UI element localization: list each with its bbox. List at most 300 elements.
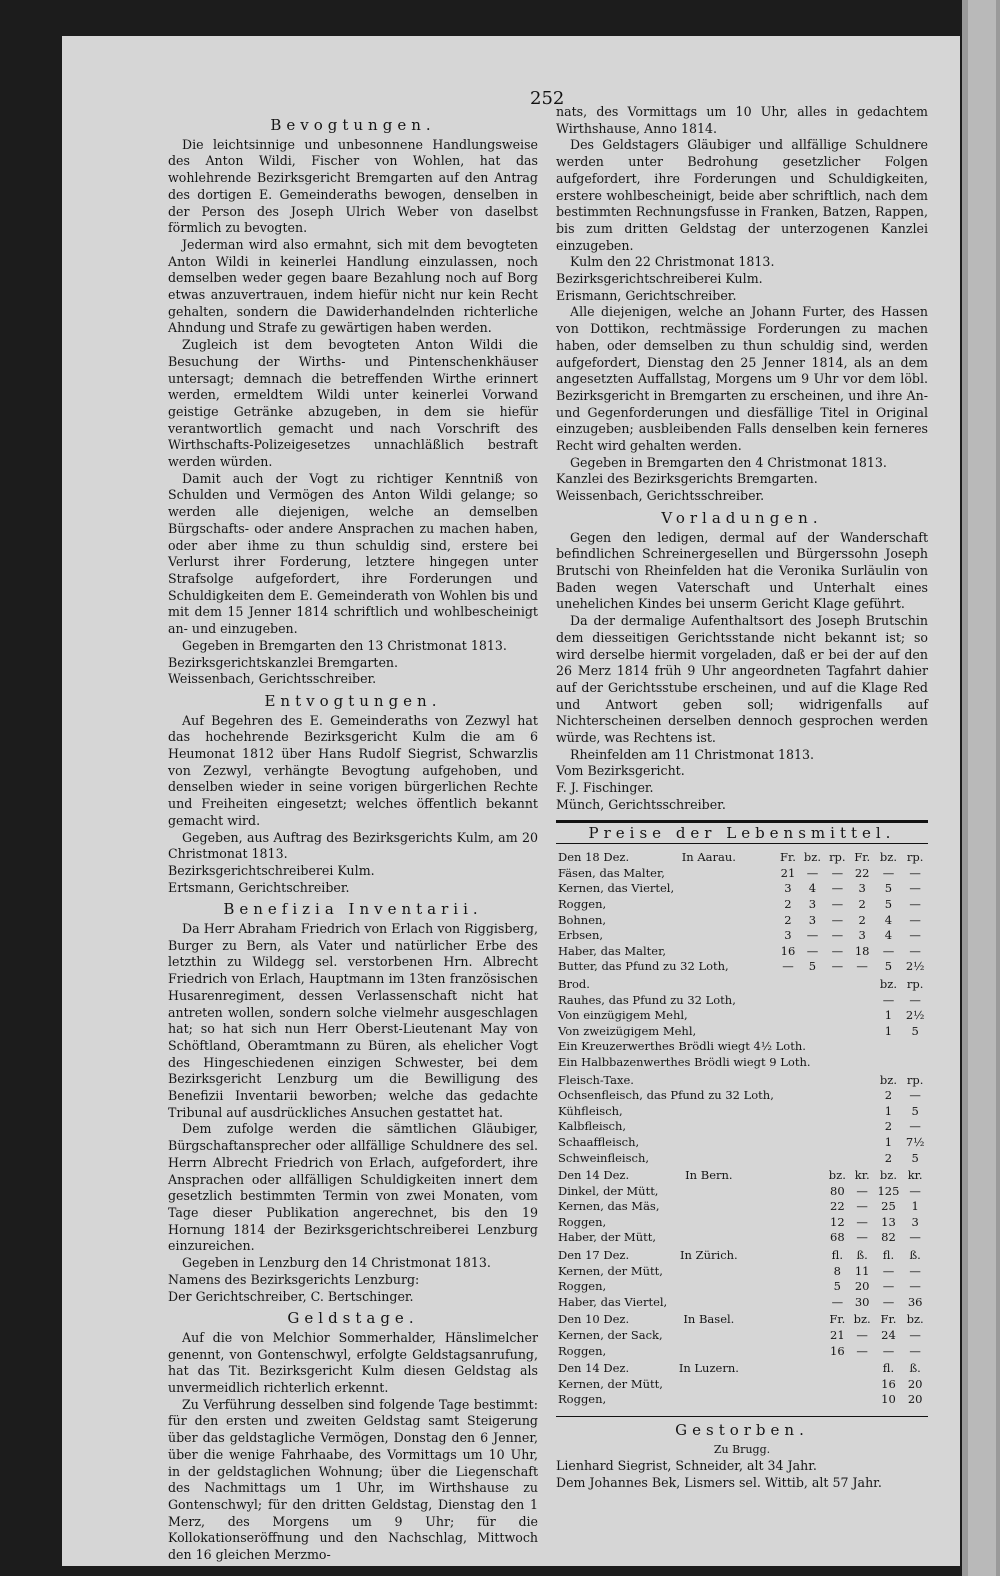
price-value: 22 xyxy=(830,1199,845,1214)
price-section-header xyxy=(556,1359,928,1377)
price-value: 2 xyxy=(784,897,792,912)
price-place: In Zürich. xyxy=(680,1248,738,1263)
price-blank-cell xyxy=(776,1135,800,1151)
price-blank-cell xyxy=(776,1246,800,1264)
price-blank-cell xyxy=(800,1230,825,1246)
price-row xyxy=(556,959,928,975)
price-blank-cell xyxy=(800,1199,825,1215)
price-section-header xyxy=(556,1166,928,1184)
price-unit-header: bz. xyxy=(906,1312,924,1327)
price-blank-cell xyxy=(776,975,800,993)
signature: Münch, Gerichtsschreiber. xyxy=(556,796,726,812)
price-section-header xyxy=(556,1246,928,1264)
price-value: — xyxy=(831,881,844,896)
price-section-header xyxy=(556,1071,928,1089)
price-item: Schweinfleisch, xyxy=(558,1150,650,1165)
price-row xyxy=(556,1344,928,1360)
signature: Kanzlei des Bezirksgerichts Bremgarten. xyxy=(556,471,818,487)
price-date: Den 10 Dez. xyxy=(558,1312,630,1327)
price-blank-cell xyxy=(776,1344,800,1360)
price-unit-header: rp. xyxy=(906,976,924,991)
price-blank-cell xyxy=(800,1215,825,1231)
price-value: — xyxy=(909,881,921,896)
price-item: Rauhes, das Pfund zu 32 Loth, xyxy=(558,992,736,1007)
price-value: 5 xyxy=(884,881,893,896)
price-row xyxy=(556,1088,928,1104)
price-item: Haber, das Viertel, xyxy=(558,1294,668,1309)
price-row xyxy=(556,881,928,897)
price-blank-cell xyxy=(776,1295,800,1311)
price-value: 2 xyxy=(884,1150,893,1165)
thick-rule xyxy=(556,820,928,823)
price-unit-header: bz. xyxy=(879,1072,897,1087)
price-value: — xyxy=(909,1088,921,1103)
price-item: Von einzügigem Mehl, xyxy=(558,1008,688,1023)
section-title-vorladungen: Vorladungen. xyxy=(661,508,823,527)
price-item: Dinkel, der Mütt, xyxy=(558,1183,659,1198)
price-blank-cell xyxy=(776,1166,800,1184)
price-place: In Luzern. xyxy=(678,1361,739,1376)
price-blank-cell xyxy=(825,1377,850,1393)
price-value: — xyxy=(856,1183,868,1198)
price-value: 1 xyxy=(884,1023,893,1038)
price-note-row xyxy=(556,1055,928,1071)
price-value: — xyxy=(909,992,921,1007)
price-item: Bohnen, xyxy=(558,912,607,927)
death-notice: Dem Johannes Bek, Lismers sel. Wittib, alt 57 Jahr. xyxy=(556,1475,882,1491)
price-blank-cell xyxy=(776,1199,800,1215)
price-value: — xyxy=(909,1263,921,1278)
signature: Bezirksgerichtschreiberei Kulm. xyxy=(556,271,763,287)
price-value: 16 xyxy=(830,1343,845,1358)
price-value: 3 xyxy=(784,928,792,943)
dateline: Gegeben in Bremgarten den 13 Christmonat 1813. xyxy=(182,637,507,653)
price-value: 5 xyxy=(884,897,893,912)
price-row xyxy=(556,1135,928,1151)
price-blank-cell xyxy=(776,993,800,1009)
paragraph: nats, des Vormittags um 10 Uhr, alles in gedachtem Wirthshause, Anno 1814. xyxy=(556,104,928,136)
price-item: Roggen, xyxy=(558,1343,607,1358)
price-blank-cell xyxy=(800,1135,825,1151)
price-value: — xyxy=(909,897,921,912)
price-blank-cell xyxy=(776,1071,800,1089)
price-unit-header: ß. xyxy=(909,1248,921,1263)
price-value: 16 xyxy=(780,943,796,958)
price-blank-cell xyxy=(825,1135,850,1151)
price-value: — xyxy=(806,943,819,958)
price-item: Kernen, der Mütt, xyxy=(558,1263,663,1278)
price-unit-header: bz. xyxy=(803,850,821,865)
price-value: — xyxy=(909,1119,921,1134)
price-blank-cell xyxy=(776,1008,800,1024)
section-title-benefizia: Benefizia Inventarii. xyxy=(223,900,483,919)
thin-rule xyxy=(556,843,928,844)
price-value: 5 xyxy=(884,959,893,974)
price-blank-cell xyxy=(800,1104,825,1120)
price-blank-cell xyxy=(800,1151,825,1167)
price-blank-cell xyxy=(825,1008,850,1024)
price-unit-header: fl. xyxy=(882,1361,895,1376)
price-blank-cell xyxy=(800,1328,825,1344)
price-blank-cell xyxy=(800,1279,825,1295)
signature: Bezirksgerichtskanzlei Bremgarten. xyxy=(168,654,399,670)
price-blank-cell xyxy=(850,1008,875,1024)
price-row xyxy=(556,1199,928,1215)
price-section-header xyxy=(556,1310,928,1328)
price-blank-cell xyxy=(800,1246,825,1264)
price-blank-cell xyxy=(825,1359,850,1377)
price-date: Den 18 Dez. xyxy=(558,850,630,865)
paragraph: Damit auch der Vogt zu richtiger Kenntniß von Schulden und Vermögen des Anton Wildi gelange; so werden alle diejenigen, welche an demselben Bürgschafts- oder andere Ansprachen zu machen haben, oder aber ihme zu thun schuldig sind, erstere bei Verlurst ihrer Forderung, letztere hingegen unter Strafsolge aufgefordert, ihre Forderungen und Schuldigkeiten dem E. Gemeinderath von Wohlen bis und mit dem 15 Jenner 1814 schriftlich und wohlbescheinigt an- und einzugeben. xyxy=(168,470,538,637)
death-place: Zu Brugg. xyxy=(713,1442,771,1456)
price-blank-cell xyxy=(825,993,850,1009)
price-blank-cell xyxy=(850,993,875,1009)
price-value: — xyxy=(882,1279,895,1294)
price-row xyxy=(556,897,928,913)
price-blank-cell xyxy=(800,1184,825,1200)
price-blank-cell xyxy=(776,1215,800,1231)
price-blank-cell xyxy=(850,1151,875,1167)
right-column xyxy=(556,104,928,1492)
price-value: 2 xyxy=(884,1119,893,1134)
price-blank-cell xyxy=(776,1104,800,1120)
price-blank-cell xyxy=(776,1359,800,1377)
price-value: — xyxy=(909,928,921,943)
signature: Weissenbach, Gerichtsschreiber. xyxy=(168,671,377,687)
price-blank-cell xyxy=(800,1008,825,1024)
price-value: 1 xyxy=(911,1199,919,1214)
price-section-header xyxy=(556,848,928,866)
price-row xyxy=(556,1151,928,1167)
price-unit-header: rp. xyxy=(906,1072,924,1087)
price-value: 22 xyxy=(854,865,870,880)
price-value: 5 xyxy=(833,1279,841,1294)
price-row xyxy=(556,866,928,882)
price-value: — xyxy=(806,865,819,880)
signature: Bezirksgerichtschreiberei Kulm. xyxy=(168,862,375,878)
price-value: 1 xyxy=(884,1008,893,1023)
price-unit-header: fl. xyxy=(882,1248,895,1263)
price-value: 7½ xyxy=(905,1134,925,1149)
price-blank-cell xyxy=(800,1295,825,1311)
price-value: 2 xyxy=(858,912,866,927)
price-blank-cell xyxy=(850,1104,875,1120)
price-item: Kernen, der Sack, xyxy=(558,1328,663,1343)
price-unit-header: bz. xyxy=(879,976,897,991)
price-blank-cell xyxy=(825,1119,850,1135)
price-value: — xyxy=(909,1279,921,1294)
price-date: Fleisch-Taxe. xyxy=(558,1072,634,1087)
paragraph: Da Herr Abraham Friedrich von Erlach von Riggisberg, Burger zu Bern, als Vater und natürlicher Erbe des letzthin zu Wildegg sel. verstorbenen Hrn. Albrecht Friedrich von Erlach, Hauptmann im 13ten französischen Husarenregiment, dessen Verlassenschaft nicht hat antreten wollen, sondern solche vielmehr ausgeschlagen hat; so hat sich nun Herr Oberst-Lieutenant May von Schöftland, Oberamtmann zu Büren, als ehelicher Vogt des Hingeschiedenen einzigen Schwester, bei dem Bezirksgericht Lenzburg um die Bewilligung des Benefizii Inventarii beworben; welche das gedachte Tribunal auf ausdrückliches Ansuchen gestattet hat. xyxy=(168,921,538,1120)
price-place xyxy=(642,1071,776,1089)
signature: F. J. Fischinger. xyxy=(556,780,654,796)
price-item: Kühfleisch, xyxy=(558,1103,623,1118)
price-blank-cell xyxy=(800,1071,825,1089)
price-place: In Basel. xyxy=(683,1312,735,1327)
price-value: 8 xyxy=(833,1263,841,1278)
price-value: 125 xyxy=(877,1183,900,1198)
price-value: 20 xyxy=(854,1279,870,1294)
price-blank-cell xyxy=(776,1024,800,1040)
price-unit-header: Fr. xyxy=(880,1312,897,1327)
price-value: 18 xyxy=(854,943,870,958)
price-blank-cell xyxy=(776,1088,800,1104)
price-value: 10 xyxy=(881,1392,896,1407)
price-value: 16 xyxy=(881,1376,896,1391)
price-unit-header: Fr. xyxy=(780,850,796,865)
price-item: Schaaffleisch, xyxy=(558,1134,640,1149)
price-value: — xyxy=(882,992,895,1007)
price-blank-cell xyxy=(850,1119,875,1135)
price-row xyxy=(556,1104,928,1120)
price-blank-cell xyxy=(800,1344,825,1360)
price-unit-header: rp. xyxy=(906,850,924,865)
price-blank-cell xyxy=(800,1392,825,1408)
signature: Namens des Bezirksgerichts Lenzburg: xyxy=(168,1271,420,1287)
price-row xyxy=(556,1230,928,1246)
price-row xyxy=(556,1392,928,1408)
price-value: 5 xyxy=(808,959,817,974)
price-blank-cell xyxy=(776,1328,800,1344)
price-value: 2 xyxy=(858,897,866,912)
dateline: Gegeben in Lenzburg den 14 Christmonat 1813. xyxy=(182,1255,491,1271)
price-blank-cell xyxy=(850,1377,875,1393)
signature: Vom Bezirksgericht. xyxy=(556,763,685,779)
price-value: 82 xyxy=(881,1230,896,1245)
price-value: — xyxy=(831,865,844,880)
price-value: 3 xyxy=(911,1214,919,1229)
price-value: 20 xyxy=(907,1376,923,1391)
price-value: — xyxy=(882,865,895,880)
paragraph: Auf die von Melchior Sommerhalder, Hänslimelcher genennt, von Gontenschwyl, erfolgte Geldstagsanrufung, hat das Tit. Bezirksgericht Kulm diesen Geldstag als unvermeidlich richterlich erkennt. xyxy=(168,1329,538,1396)
price-blank-cell xyxy=(800,1377,825,1393)
price-value: 5 xyxy=(911,1023,919,1038)
price-value: — xyxy=(882,943,895,958)
price-note: Ein Halbbazenwerthes Brödli wiegt 9 Loth. xyxy=(558,1054,811,1069)
price-blank-cell xyxy=(776,1151,800,1167)
price-item: Kernen, das Mäs, xyxy=(558,1199,660,1214)
price-item: Von zweizügigem Mehl, xyxy=(558,1023,697,1038)
dateline: Gegeben in Bremgarten den 4 Christmonat 1813. xyxy=(570,454,887,470)
price-value: — xyxy=(909,943,921,958)
price-blank-cell xyxy=(800,1310,825,1328)
price-value: 30 xyxy=(854,1294,870,1309)
price-row xyxy=(556,944,928,960)
price-blank-cell xyxy=(800,1166,825,1184)
price-value: 3 xyxy=(808,897,817,912)
paragraph: Die leichtsinnige und unbesonnene Handlungsweise des Anton Wildi, Fischer von Wohlen, hat das wohlehrende Bezirksgericht Bremgarten auf den Antrag des dortigen E. Gemeinderaths bewogen, denselben in der Person des Joseph Ulrich Weber von daselbst förmlich zu bevogten. xyxy=(168,136,538,236)
price-item: Haber, der Mütt, xyxy=(558,1230,656,1245)
section-title-bevogtungen: Bevogtungen. xyxy=(270,116,436,134)
price-blank-cell xyxy=(850,1392,875,1408)
price-unit-header: bz. xyxy=(879,1168,897,1183)
dateline: Kulm den 22 Christmonat 1813. xyxy=(570,254,775,270)
price-unit-header: rp. xyxy=(829,850,846,865)
price-blank-cell xyxy=(776,1310,800,1328)
price-unit-header: kr. xyxy=(907,1168,923,1183)
price-row xyxy=(556,1008,928,1024)
price-blank-cell xyxy=(776,1119,800,1135)
price-value: — xyxy=(806,928,819,943)
price-unit-header: kr. xyxy=(854,1168,870,1183)
price-date: Brod. xyxy=(558,976,590,991)
price-value: 2½ xyxy=(905,1008,925,1023)
price-blank-cell xyxy=(800,1264,825,1280)
price-blank-cell xyxy=(800,1119,825,1135)
price-unit-header: fl. xyxy=(831,1248,843,1263)
price-value: 12 xyxy=(830,1214,845,1229)
price-blank-cell xyxy=(776,1392,800,1408)
price-place: In Aarau. xyxy=(681,850,736,865)
price-item: Ochsenfleisch, das Pfund zu 32 Loth, xyxy=(558,1088,774,1103)
price-item: Haber, das Malter, xyxy=(558,943,666,958)
price-value: 3 xyxy=(784,881,792,896)
price-blank-cell xyxy=(800,1359,825,1377)
price-date: Den 14 Dez. xyxy=(558,1361,630,1376)
price-blank-cell xyxy=(776,1230,800,1246)
price-blank-cell xyxy=(776,1184,800,1200)
price-blank-cell xyxy=(776,1377,800,1393)
price-blank-cell xyxy=(825,1071,850,1089)
price-item: Roggen, xyxy=(558,897,607,912)
price-blank-cell xyxy=(825,1024,850,1040)
price-value: 21 xyxy=(780,865,796,880)
price-blank-cell xyxy=(850,1024,875,1040)
death-notice: Lienhard Siegrist, Schneider, alt 34 Jahr. xyxy=(556,1458,817,1474)
price-row xyxy=(556,1119,928,1135)
price-unit-header: Fr. xyxy=(854,850,871,865)
price-value: 4 xyxy=(884,928,893,943)
price-value: 1 xyxy=(884,1103,893,1118)
signature: Erismann, Gerichtschreiber. xyxy=(556,287,737,303)
price-value: — xyxy=(909,865,921,880)
left-column xyxy=(168,112,538,1564)
price-section-header xyxy=(556,975,928,993)
price-value: 68 xyxy=(830,1230,845,1245)
price-value: — xyxy=(856,959,868,974)
dateline: Gegeben, aus Auftrag des Bezirksgerichts Kulm, am 20 Christmonat 1813. xyxy=(168,829,538,862)
price-value: 24 xyxy=(881,1328,896,1343)
section-title-entvogtungen: Entvogtungen. xyxy=(264,691,442,710)
price-row xyxy=(556,1377,928,1393)
price-value: — xyxy=(831,912,844,927)
signature: Der Gerichtschreiber, C. Bertschinger. xyxy=(168,1288,414,1304)
price-value: 21 xyxy=(830,1328,845,1343)
price-note-row xyxy=(556,1039,928,1055)
price-value: 3 xyxy=(808,912,817,927)
signature: Ertsmann, Gerichtschreiber. xyxy=(168,879,350,895)
price-blank-cell xyxy=(850,1135,875,1151)
price-row xyxy=(556,1024,928,1040)
price-unit-header: Fr. xyxy=(829,1312,846,1327)
price-value: 25 xyxy=(881,1199,896,1214)
price-value: 1 xyxy=(884,1134,893,1149)
price-blank-cell xyxy=(850,1088,875,1104)
price-value: — xyxy=(856,1214,868,1229)
price-row xyxy=(556,928,928,944)
price-place: In Bern. xyxy=(685,1168,733,1183)
price-value: 3 xyxy=(858,928,866,943)
price-blank-cell xyxy=(825,1088,850,1104)
price-row xyxy=(556,1295,928,1311)
price-value: 2 xyxy=(784,912,792,927)
price-row xyxy=(556,1328,928,1344)
price-value: — xyxy=(782,959,794,974)
price-blank-cell xyxy=(800,1024,825,1040)
paragraph: Dem zufolge werden die sämtlichen Gläubiger, Bürgschaftansprecher oder allfällige Schuldnere des sel. Herrn Albrecht Friedrich von Erlach, aufgefordert, ihre Ansprachen oder allfälligen Schuldigkeiten innert dem gesetzlich bestimmten Termin von zwei Monaten, vom Tage dieser Publikation angerechnet, bis den 19 Hornung 1814 der Bezirksgerichtschreiberei Lenzburg einzureichen. xyxy=(168,1121,538,1254)
paragraph: Alle diejenigen, welche an Johann Furter, des Hassen von Dottikon, rechtmässige Forderungen zu machen haben, oder demselben zu thun schuldig sind, werden aufgefordert, Dienstag den 25 Jenner 1814, als an dem angesetzten Auffallstag, Morgens um 9 Uhr vor dem löbl. Bezirksgericht in Bremgarten zu erscheinen, und ihre An- und Gegenforderungen und diesfällige Titel in Original einzugeben; ausbleibenden Falls denselben kein ferneres Recht wird gehalten werden. xyxy=(556,304,928,454)
section-title-preise: Preise der Lebensmittel. xyxy=(588,823,896,842)
price-value: 36 xyxy=(907,1294,923,1309)
price-value: — xyxy=(882,1294,895,1309)
price-value: — xyxy=(856,1328,868,1343)
price-blank-cell xyxy=(776,1279,800,1295)
price-row xyxy=(556,1264,928,1280)
price-value: — xyxy=(909,1183,921,1198)
price-item: Fäsen, das Malter, xyxy=(558,865,665,880)
next-page-edge xyxy=(962,0,1000,1576)
price-item: Roggen, xyxy=(558,1392,607,1407)
price-value: — xyxy=(831,897,844,912)
price-item: Kernen, das Viertel, xyxy=(558,881,675,896)
price-value: 5 xyxy=(911,1103,919,1118)
price-unit-header: bz. xyxy=(853,1312,871,1327)
section-title-gestorben: Gestorben. xyxy=(675,1421,809,1440)
price-row xyxy=(556,913,928,929)
price-table xyxy=(556,848,928,1408)
price-item: Butter, das Pfund zu 32 Loth, xyxy=(558,959,729,974)
price-unit-header: bz. xyxy=(879,850,897,865)
price-place xyxy=(642,975,776,993)
price-date: Den 14 Dez. xyxy=(558,1168,630,1183)
price-blank-cell xyxy=(850,1071,875,1089)
price-value: — xyxy=(909,1343,921,1358)
price-value: — xyxy=(831,959,844,974)
price-blank-cell xyxy=(800,975,825,993)
price-value: 2 xyxy=(884,1088,893,1103)
price-item: Roggen, xyxy=(558,1279,607,1294)
page-number: 252 xyxy=(530,88,565,109)
price-value: — xyxy=(856,1343,868,1358)
thin-rule xyxy=(556,1416,928,1417)
price-unit-header: ß. xyxy=(856,1248,868,1263)
paragraph: Jederman wird also ermahnt, sich mit dem bevogteten Anton Wildi in keinerlei Handlung einzulassen, noch demselben weder gegen baare Bezahlung noch auf Borg etwas anzuvertrauen, indem hiefür nicht nur kein Recht gehalten, sondern die Dawiderhandelnden richterliche Ahndung und Strafe zu gewärtigen haben werden. xyxy=(168,236,538,336)
price-value: — xyxy=(882,1343,895,1358)
paragraph: Zugleich ist dem bevogteten Anton Wildi die Besuchung der Wirths- und Pintenschenkhäuser untersagt; demnach die betreffenden Wirthe erinnert werden, ermeldtem Wildi unter keinerlei Vorwand geistige Getränke abzugeben, in dem sie hiefür verantwortlich gemacht und nach Vorschrift des Wirthschafts-Polizeigesetzes unnachläßlich bestraft werden würden. xyxy=(168,337,538,470)
price-blank-cell xyxy=(800,1088,825,1104)
price-blank-cell xyxy=(825,1392,850,1408)
price-value: — xyxy=(831,928,844,943)
price-unit-header: ß. xyxy=(909,1361,921,1376)
price-value: 4 xyxy=(884,912,893,927)
price-unit-header: bz. xyxy=(828,1168,846,1183)
price-value: — xyxy=(856,1230,868,1245)
price-blank-cell xyxy=(825,975,850,993)
price-value: 2½ xyxy=(905,959,925,974)
price-date: Den 17 Dez. xyxy=(558,1248,630,1263)
price-item: Roggen, xyxy=(558,1214,607,1229)
price-row xyxy=(556,993,928,1009)
price-item: Kalbfleisch, xyxy=(558,1119,627,1134)
price-value: — xyxy=(831,943,844,958)
price-blank-cell xyxy=(825,1151,850,1167)
price-value: — xyxy=(882,1263,895,1278)
price-value: 4 xyxy=(808,881,817,896)
price-value: 11 xyxy=(854,1263,870,1278)
price-value: — xyxy=(856,1199,868,1214)
price-row xyxy=(556,1184,928,1200)
price-blank-cell xyxy=(776,1264,800,1280)
